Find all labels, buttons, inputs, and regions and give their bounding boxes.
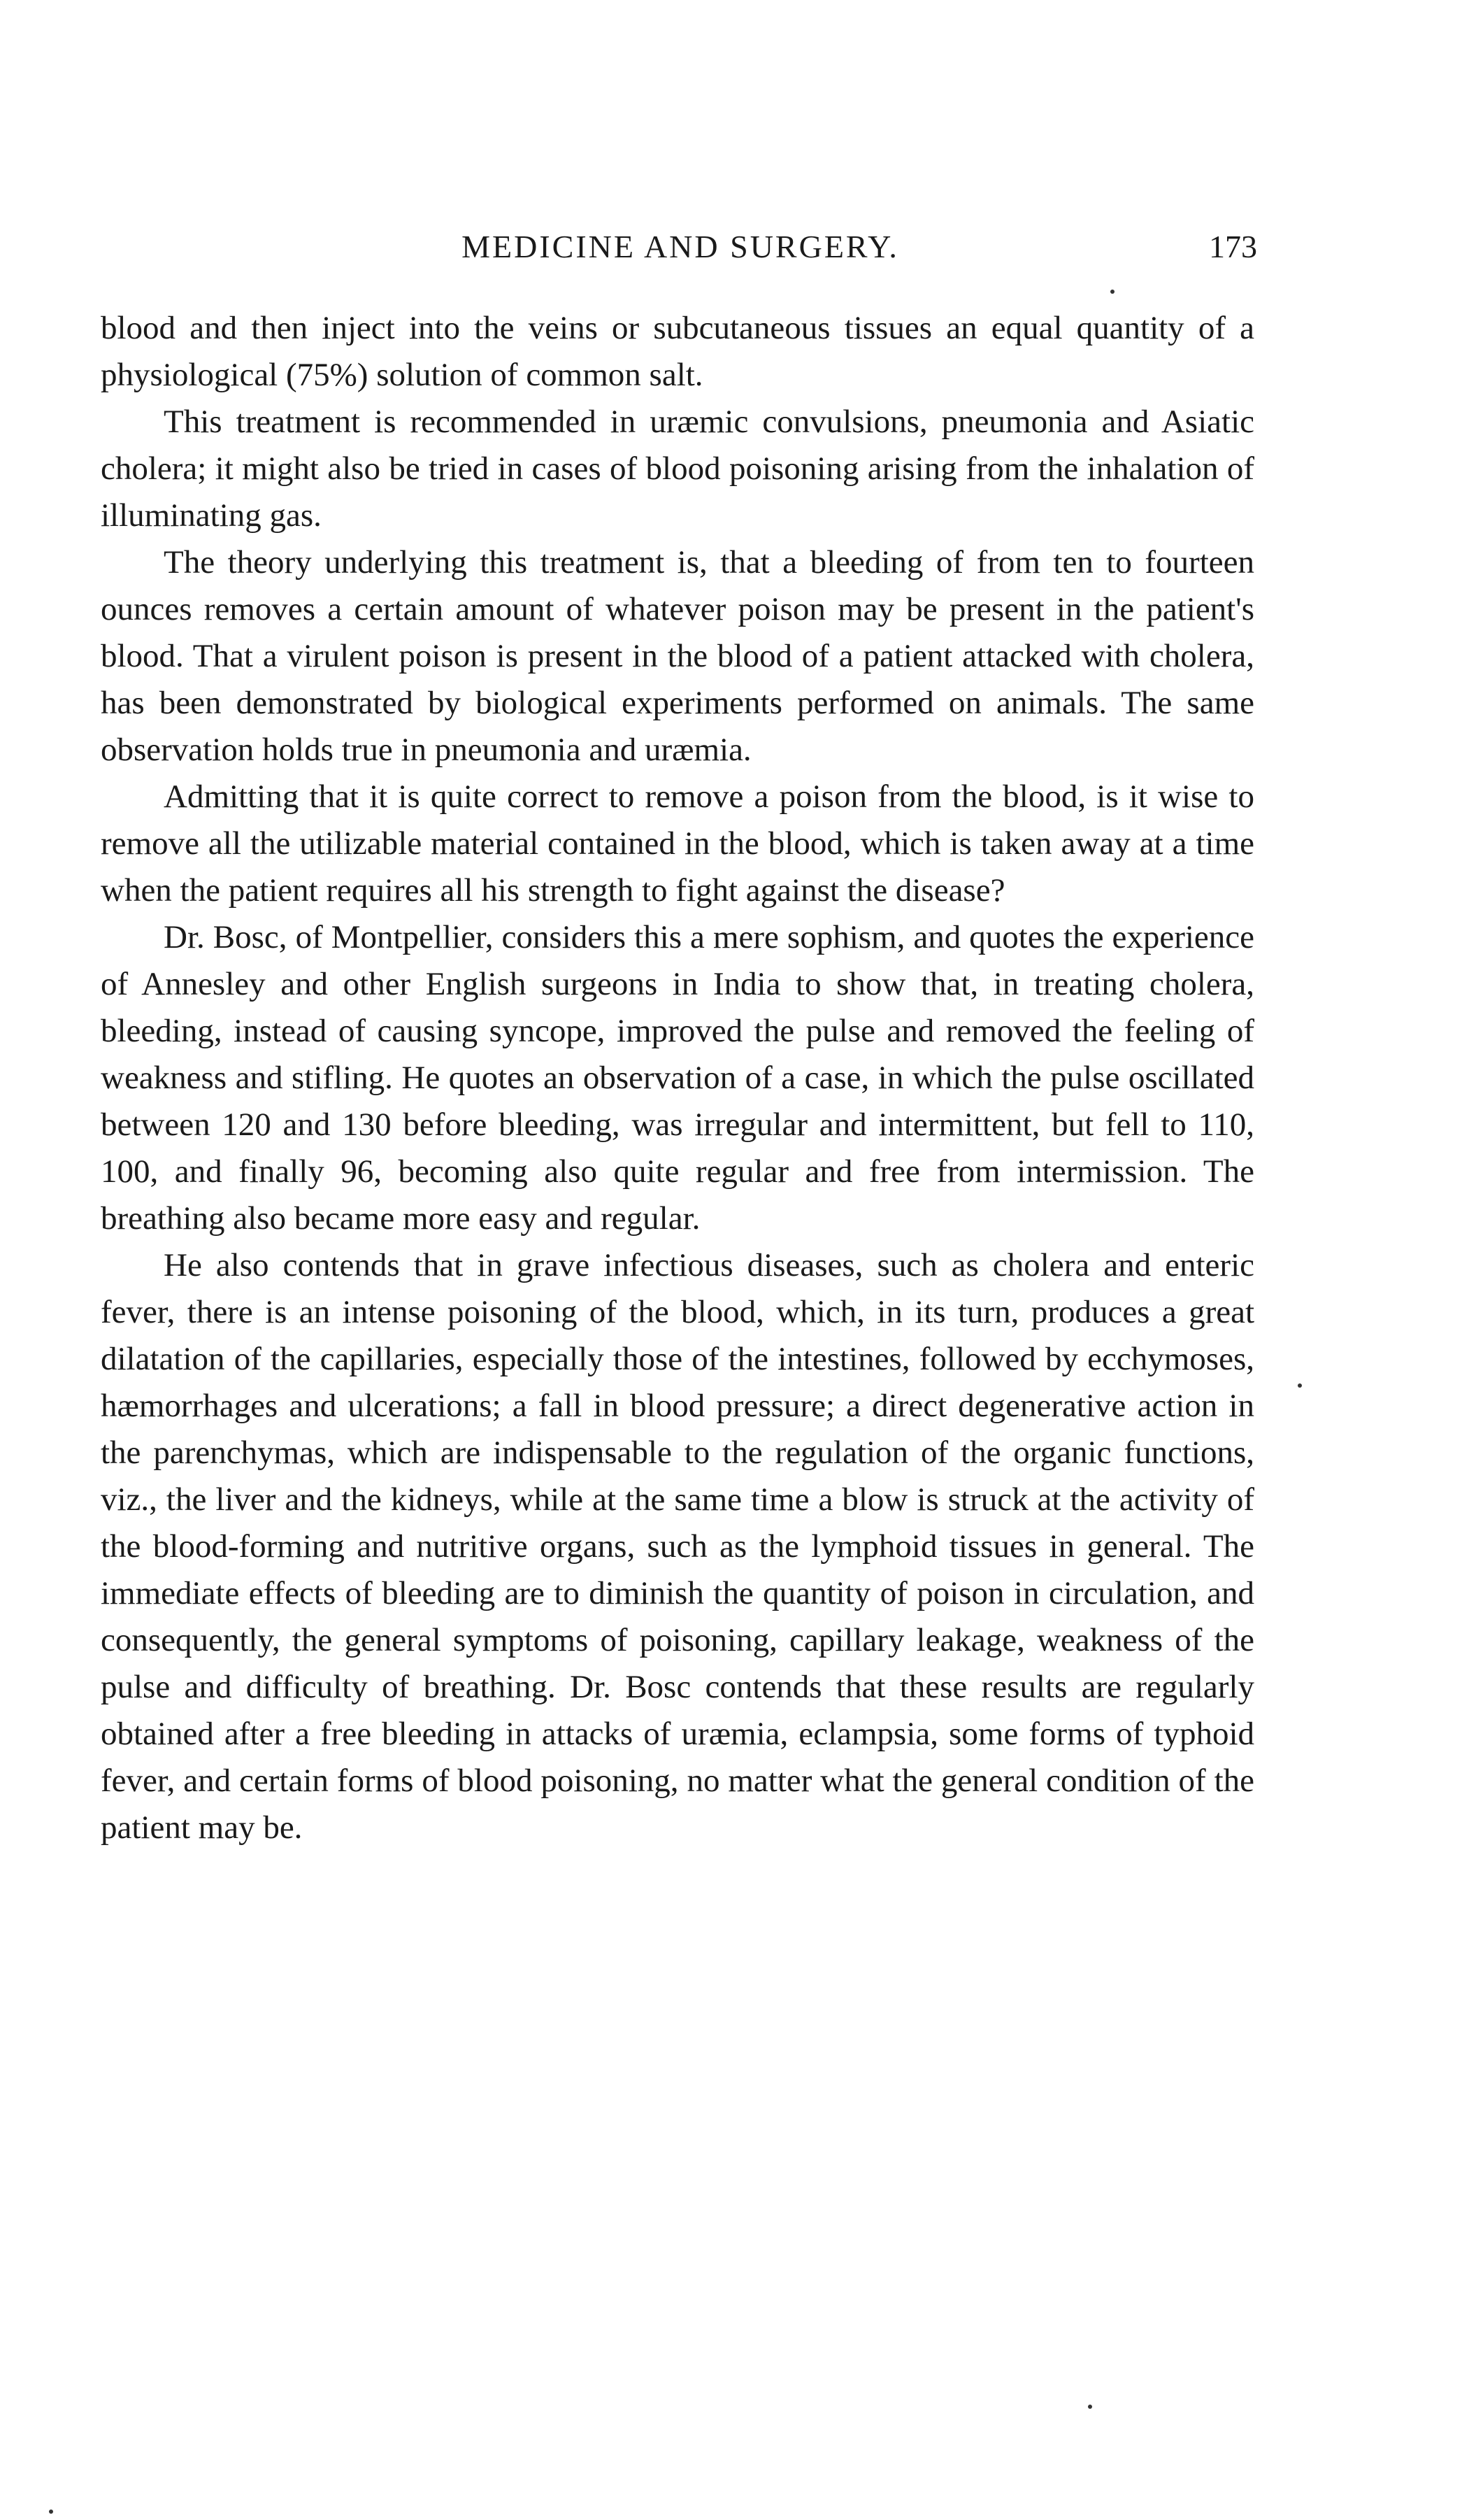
paragraph-continuation: blood and then inject into the veins or subcutaneous tissues an equal quantity of a physiological (75%) solution of common salt. (101, 310, 1254, 393)
paragraph: This treatment is recommended in uræmic convulsions, pneumonia and Asiatic cholera; it might also be tried in cases of blood poisoning arising from the inhalation of illuminating gas. (101, 404, 1254, 534)
page-number: 173 (1209, 229, 1257, 264)
scan-speck (1110, 290, 1115, 294)
paragraph: The theory underlying this treatment is, that a bleeding of from ten to fourteen ounces removes a certain amount of whatever poison may be present in the patient's blood. That a virulent poison is present in the blood of a patient attacked with cholera, has been demonstrated by biological experiments performed on animals. The same observation holds true in pneumonia and uræmia. (101, 544, 1254, 768)
paragraph: He also contends that in grave infectious diseases, such as cholera and enteric fever, there is an intense poisoning of the blood, which, in its turn, produces a great dilatation of the capillaries, especially those of the intestines, followed by ecchymoses, hæmorrhages and ulcerations; a fall in blood pressure; a direct degenerative action in the parenchymas, which are indispensable to the regulation of the organic functions, viz., the liver and the kidneys, while at the same time a blow is struck at the activity of the blood-forming and nutritive organs, such as the lymphoid tissues in general. The immediate effects of bleeding are to diminish the quantity of poison in circulation, and consequently, the general symptoms of poisoning, capillary leakage, weakness of the pulse and difficulty of breathing. Dr. Bosc contends that these results are regularly obtained after a free bleeding in attacks of uræmia, eclampsia, some forms of typhoid fever, and certain forms of blood poisoning, no matter what the general condition of the patient may be. (101, 1247, 1254, 1846)
running-title: MEDICINE AND SURGERY. (461, 229, 899, 264)
scan-speck (1088, 2405, 1092, 2409)
scan-speck (1298, 1383, 1302, 1388)
body-text (101, 305, 1254, 1851)
paragraph: Dr. Bosc, of Montpellier, considers this a mere sophism, and quotes the experience of Annesley and other English surgeons in India to show that, in treating cholera, bleeding, instead of causing syncope, improved the pulse and removed the feeling of weakness and stifling. He quotes an observation of a case, in which the pulse oscillated between 120 and 130 before bleeding, was irregular and intermittent, but fell to 110, 100, and finally 96, becoming also quite regular and free from intermission. The breathing also became more easy and regular. (101, 919, 1254, 1237)
running-head (103, 228, 1257, 270)
scan-speck (49, 2510, 53, 2514)
paragraph: Admitting that it is quite correct to remove a poison from the blood, is it wise to remove all the utilizable material contained in the blood, which is taken away at a time when the patient requires all his strength to fight against the disease? (101, 778, 1254, 909)
